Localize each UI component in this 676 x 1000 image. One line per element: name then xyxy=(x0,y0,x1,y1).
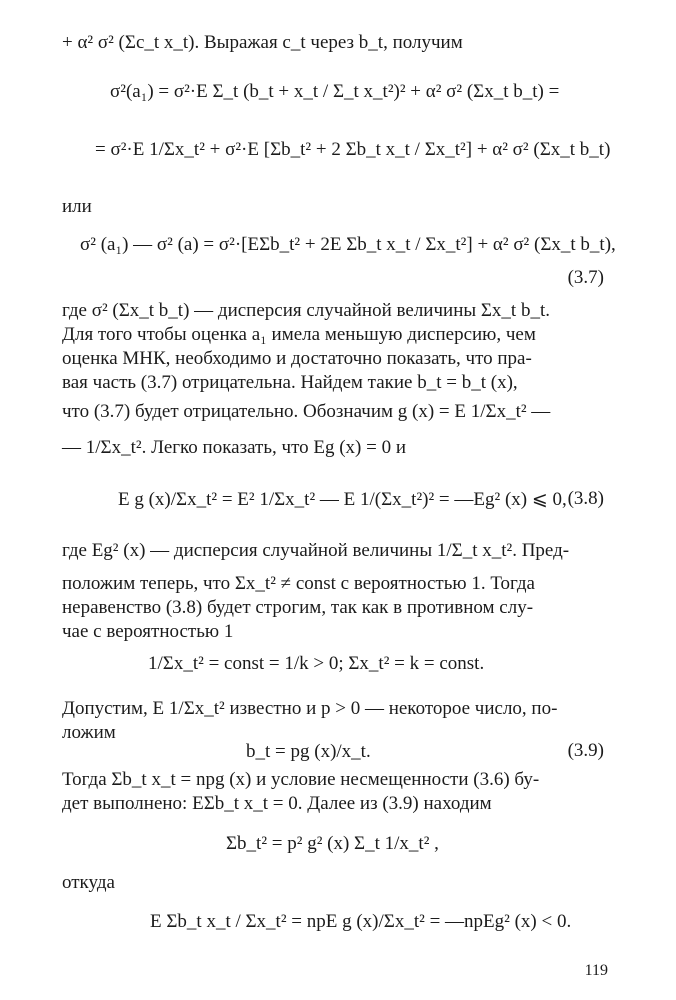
paragraph-2-line-3 xyxy=(62,596,533,620)
p1-l6: — 1/Σx_t². Легко показать, что Eg (x) = 0 и xyxy=(62,437,407,458)
text-line-1-content: + α² σ² (Σc_t x_t). Выражая c_t через b_t, получим xyxy=(62,32,463,53)
equation-f-text: b_t = pg (x)/x_t. xyxy=(246,741,371,762)
equation-b xyxy=(95,138,610,162)
paragraph-4-line-2 xyxy=(62,792,492,816)
paragraph-1-line-2 xyxy=(62,323,536,347)
equation-number-3-9: (3.9) xyxy=(567,740,604,761)
p2-l1: где Eg² (x) — дисперсия случайной величины 1/Σ_t x_t². Пред- xyxy=(62,540,570,561)
equation-e-text: 1/Σx_t² = const = 1/k > 0; Σx_t² = k = const. xyxy=(148,653,485,674)
p2-l3: неравенство (3.8) будет строгим, так как в противном слу- xyxy=(62,597,534,618)
paragraph-3-line-2 xyxy=(62,721,116,745)
text-otkuda-content: откуда xyxy=(62,872,115,893)
p4-l2: дет выполнено: EΣb_t x_t = 0. Далее из (3.9) находим xyxy=(62,793,492,814)
paragraph-3-line-1 xyxy=(62,697,557,721)
paragraph-1-line-5 xyxy=(62,400,550,424)
p4-l1: Тогда Σb_t x_t = npg (x) и условие несмещенности (3.6) бу- xyxy=(62,769,540,790)
equation-c-text: σ² (a₁) — σ² (a) = σ²·[EΣb_t² + 2E Σb_t x_t / Σx_t²] + α² σ² (Σx_t b_t), xyxy=(80,234,616,255)
p1-l2: Для того чтобы оценка a₁ имела меньшую дисперсию, чем xyxy=(62,324,536,345)
paragraph-2-line-4 xyxy=(62,620,233,644)
equation-d xyxy=(118,488,567,512)
paragraph-4-line-1 xyxy=(62,768,539,792)
equation-g-text: Σb_t² = p² g² (x) Σ_t 1/x_t² , xyxy=(226,833,439,854)
equation-g xyxy=(226,832,439,856)
equation-h xyxy=(150,910,571,934)
equation-number-3-8: (3.8) xyxy=(567,488,604,509)
text-otkuda xyxy=(62,871,115,895)
equation-b-text: = σ²·E 1/Σx_t² + σ²·E [Σb_t² + 2 Σb_t x_t / Σx_t²] + α² σ² (Σx_t b_t) xyxy=(95,139,611,160)
equation-c xyxy=(80,233,616,257)
p3-l1: Допустим, E 1/Σx_t² известно и p > 0 — некоторое число, по- xyxy=(62,698,558,719)
equation-a-text: σ²(a₁) = σ²·E Σ_t (b_t + x_t / Σ_t x_t²)² + α² σ² (Σx_t b_t) = xyxy=(110,81,560,102)
equation-f xyxy=(246,740,371,764)
p3-l2: ложим xyxy=(62,722,116,743)
paragraph-1-line-6 xyxy=(62,436,406,460)
equation-d-text: E g (x)/Σx_t² = E² 1/Σx_t² — E 1/(Σx_t²)² = —Eg² (x) ⩽ 0, xyxy=(118,489,567,510)
equation-h-text: E Σb_t x_t / Σx_t² = npE g (x)/Σx_t² = —npEg² (x) < 0. xyxy=(150,911,572,932)
paragraph-2-line-2 xyxy=(62,572,535,596)
text-line-1 xyxy=(62,31,463,55)
p1-l5: что (3.7) будет отрицательно. Обозначим g (x) = E 1/Σx_t² — xyxy=(62,401,551,422)
p1-l3: оценка МНК, необходимо и достаточно показать, что пра- xyxy=(62,348,532,369)
p1-l4: вая часть (3.7) отрицательна. Найдем такие b_t = b_t (x), xyxy=(62,372,518,393)
paragraph-1-line-4 xyxy=(62,371,518,395)
page-number: 119 xyxy=(584,962,608,979)
text-ili xyxy=(62,195,92,219)
equation-number-3-7: (3.7) xyxy=(567,267,604,288)
p1-l1: где σ² (Σx_t b_t) — дисперсия случайной величины Σx_t b_t. xyxy=(62,300,550,321)
p2-l4: чае с вероятностью 1 xyxy=(62,621,234,642)
text-ili-content: или xyxy=(62,196,92,217)
paragraph-1-line-1 xyxy=(62,299,550,323)
p2-l2: положим теперь, что Σx_t² ≠ const с вероятностью 1. Тогда xyxy=(62,573,535,594)
paragraph-1-line-3 xyxy=(62,347,532,371)
equation-e xyxy=(148,652,484,676)
paragraph-2-line-1 xyxy=(62,539,569,563)
